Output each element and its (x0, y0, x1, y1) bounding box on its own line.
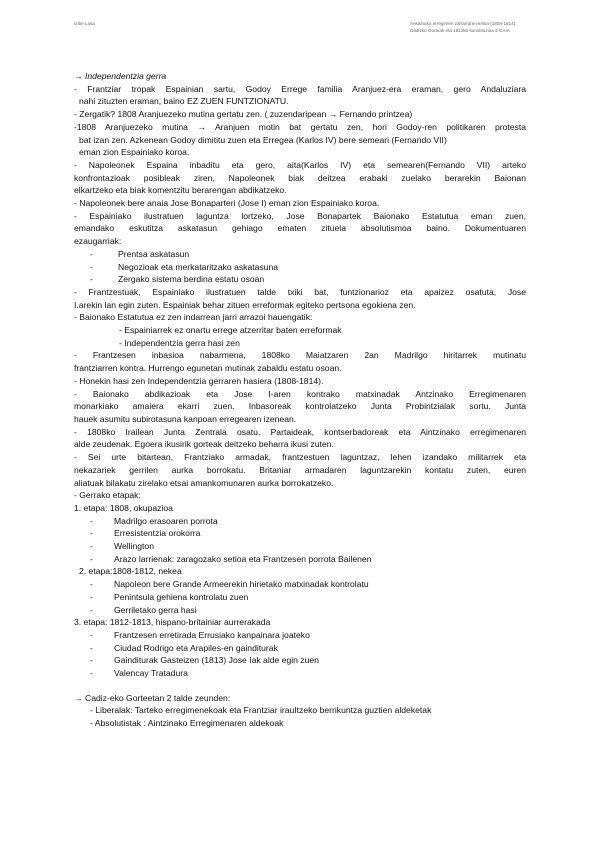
paragraph-line: - Napoleonek bere anaia Jose Bonaparteri (Jose I) eman zion Espainiako koroa. (74, 198, 380, 209)
paragraph-line: - Baionako abdikazioak eta Jose I-aren kontrako matxinadak Antzinako Erregimenaren (74, 388, 526, 399)
stage-heading: 2. etapa:1808-1812, nekea (79, 566, 182, 577)
section-title-cadiz: → Cadiz-eko Gorteetan 2 talde zeunden: (74, 692, 231, 703)
paragraph-line: - Frantziar tropak Espainian sartu, Godoy Errege familia Aranjuez-era eraman, gero Andaluziara (74, 83, 526, 94)
list-item: - Independentzia gerra hasi zen (119, 337, 240, 348)
list-item: - Ciudad Rodrigo eta Arapiles-en gainditurak (90, 642, 278, 653)
list-item: - Negozioak eta merkataritzako askatasuna (74, 261, 526, 274)
paragraph-line: - Napoleonek Espaina inbaditu eta gero, aita(Karlos IV) eta semearen(Fernando VII) arteko (74, 159, 526, 170)
document-body (74, 70, 526, 730)
list-item: - Arazo larrienak: zaragozako setioa eta Frantzesen porrota Bailenen (90, 553, 372, 564)
paragraph-line: aliatuak bilakatu zirelako etsai amankomunaren aurka borrokatzeko. (74, 477, 334, 488)
list-item: - Erresistentzia orokorra (90, 528, 201, 539)
paragraph-line: I.arekin lan egin zuten. Espainiak behar zituen erreformak egiteko pertsona egokiena zen. (74, 299, 416, 310)
list-item: - Gainditurak Gasteizen (1813) Jose Iak alde egin zuen (90, 655, 319, 666)
paragraph-line: - Sei urte bitartean, Frantziako armadak, frantzestuen laguntzaz, lehen izandako militarrek eta (74, 452, 526, 463)
list-item: - Liberalak: Tarteko erregimenekoak eta Frantziar irauItzeko berrikuntza guztien aldeketak (90, 705, 432, 716)
bullet-dash: - (90, 604, 93, 615)
list-item: - Wellington (90, 541, 154, 552)
list-item: - Espainiarrek ez onartu errege atzerritar baten erreformak (119, 325, 342, 336)
paragraph-line: - Baionako Estatutua ez zen indarrean jarri arrazoi hauengatik: (74, 312, 313, 323)
spacer (74, 680, 526, 692)
bullet-dash: - (90, 515, 93, 526)
bullet-dash: - (90, 274, 93, 285)
list-item: - Madrilgo erasoaren porrota (90, 515, 218, 526)
header-author: Izibe Lasa (74, 21, 95, 26)
list-item: - Penintsula gehiena kontrolatu zuen (90, 591, 249, 602)
bullet-dash: - (90, 579, 93, 590)
stage-heading: 3. etapa: 1812-1813, hispano-britainiar aurrerakada (74, 617, 271, 628)
paragraph-line: - Zergatik? 1808 Aranjuezeko mutina gertatu zen. ( zuzendaripean → Fernando printzea) (74, 109, 413, 120)
bullet-dash: - (90, 541, 93, 552)
header-right-line-2: Cadizko Gorteak eta 1812ko konstituzioa 1 GAIA (410, 28, 510, 33)
paragraph-line: bat izan zen. Azkenean Godoy dimititu zuen eta Erregea (Karlos IV) bere semeari (Fernando VII) (79, 134, 447, 145)
bullet-dash: - (90, 655, 93, 666)
list-item: - Gerriletako gerra hasi (90, 604, 197, 615)
paragraph-line: - Honekin hasi zen Independentzia gerraren hasiera (1808-1814). (74, 375, 324, 386)
paragraph-line: - Frantzestuak, Espainiako ilustratuen talde txiki bat, funtzionarioz eta apaizez osatuta, Jose (74, 286, 526, 297)
bullet-dash: - (90, 248, 93, 259)
bullet-dash: - (90, 591, 93, 602)
paragraph-line: -1808 Aranjuezeko mutina → Aranjuen motin bat gertatu zen, hori Godoy-ren politikaren protesta (74, 121, 526, 132)
list-item: - Zergako sistema berdina estatu osoan (74, 273, 526, 286)
list-item: - Napoleon bere Grande Armeerekin hirietako matxinadak kontrolatu (90, 579, 369, 590)
paragraph-line: ezaugarriak: (74, 236, 122, 247)
paragraph-line: alde zeudenak. Egoera ikusirik gorteak deitzeko beharra ikusi zuten. (74, 439, 334, 450)
section-title-independence-war: → Independentzia gerra (74, 71, 167, 81)
paragraph-line: konfrontazioak posibleak ziren, Napoleonek biak deitzea erabaki zuelako berarekin Baionan (74, 172, 526, 183)
stage-heading: 1. etapa: 1808, okupazioa (74, 502, 173, 513)
paragraph-line: - Gerrako etapak: (74, 490, 141, 501)
paragraph-line: monarkiako amaiera ekarri zuen. Inbasoreak kontrolatzeko Junta Probintzialak sortu. Junta (74, 401, 526, 412)
list-item: - Frantzesen erretirada Errusiako kanpainara joateko (90, 629, 310, 640)
list-item: - Valencay Tratadura (90, 668, 188, 679)
paragraph-line: emandako eskutitza askatasun gehiago ematen zituela absolutismoa baino. Dokumentuaren (74, 223, 526, 234)
bullet-dash: - (90, 528, 93, 539)
paragraph-line: nekazariek gerrilen aurka borrokatu. Britaniar armadaren laguntzarekin kontatu zuten, euren (74, 464, 526, 475)
paragraph-line: nahi zituzten eraman, baino EZ ZUEN FUNTZIONATU. (79, 96, 289, 107)
paragraph-line: elkartzeko eta biak komentzitu berarengan abdikatzeko. (74, 185, 287, 196)
list-item: - Absolutistak : Aintzinako Erregimenaren aldekoak (90, 718, 284, 729)
bullet-dash: - (90, 261, 93, 272)
bullet-dash: - (90, 629, 93, 640)
paragraph-line: hauek asumitu subirotasuna kanpoan erregearen izenean. (74, 413, 297, 424)
paragraph-line: frantziarren kontra. Hurrengo egunetan mutinak zabaldu estatu osoan. (74, 363, 342, 374)
bullet-dash: - (90, 642, 93, 653)
header-right-line-1: Ansalnako erregimen zaharraren krisia (1808-1814) (410, 21, 516, 26)
paragraph-line: eman zion Espainiako koroa. (79, 147, 190, 158)
paragraph-line: - Frantzesen inbasioa nabarmena, 1808ko Maiatzaren 2an Madrilgo hiritarrek mutinatu (74, 350, 526, 361)
list-item: - Prentsa askatasun (74, 248, 526, 261)
paragraph-line: - Espainiako ilustratuen laguntza lortzeko, Jose Bonapartek Baionako Estatutua eman zuen, (74, 210, 526, 221)
bullet-dash: - (90, 668, 93, 679)
bullet-dash: - (90, 553, 93, 564)
paragraph-line: - 1808ko Irailean Junta Zentrala osatu. Partaideak, kontserbadoreak eta Aintzinako erregimenaren (74, 426, 526, 437)
